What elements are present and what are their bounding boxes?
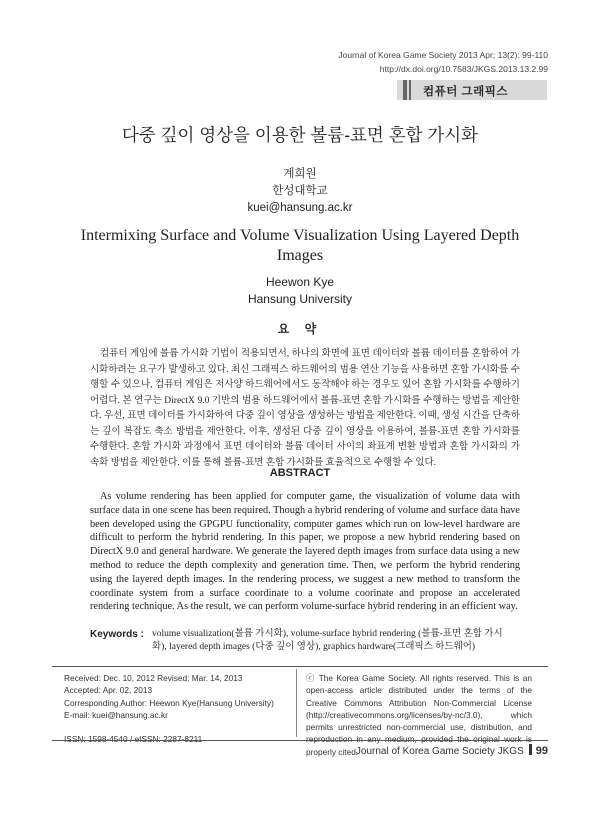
page-footer — [356, 744, 548, 757]
journal-citation: Journal of Korea Game Society 2013 Apr; 13(2): 99-110 — [338, 50, 548, 60]
abstract-korean-heading: 요 약 — [277, 322, 323, 336]
author-block-korean — [0, 166, 600, 217]
footer-journal-name: Journal of Korea Game Society JKGS — [355, 746, 524, 757]
category-banner — [397, 80, 547, 100]
page-number: 99 — [535, 745, 548, 757]
accepted-date: Accepted: Apr. 02, 2013 — [64, 685, 153, 696]
article-history — [64, 672, 274, 745]
title-korean: 다중 깊이 영상을 이용한 볼륨-표면 혼합 가시화 — [121, 125, 479, 145]
title-english: Intermixing Surface and Volume Visualization Using Layered Depth Images — [80, 227, 520, 264]
corresponding-author: Corresponding Author: Heewon Kye(Hansung University) — [64, 697, 274, 708]
author-email[interactable]: kuei@hansung.ac.kr — [247, 202, 353, 214]
footer-separator — [529, 744, 532, 755]
footer-rule — [52, 740, 548, 741]
footnote-top-rule — [52, 666, 548, 667]
author-affiliation-korean: 한성대학교 — [272, 185, 328, 197]
journal-info — [338, 48, 548, 76]
abstract-english-text: As volume rendering has been applied for computer game, the visualization of volume data with surface data in one scene has been required. Though a hybrid rendering of volume and surface data have been developed using the GPGPU functionality, computer games which run on low-level hardware are difficult to perform the hybrid rendering. In this paper, we propose a new hybrid rendering based on DirectX 9.0 and general hardware. We generate the layered depth images from surface data using a new method to reduce the depth complexity and generation time. Then, we perform the hybrid rendering using the layered depth images. In the rendering process, we suggest a new method to transform the coordinate system from a surface coordinate to a volume coorinate and propose an accelerated rendering technique. As the result, we can perform volume-surface hybrid rendering in an efficient way. — [90, 491, 520, 613]
license-notice: ⓒ The Korea Game Society. All rights reserved. This is an open-access article distributed under the terms of the Creative Commons Attribution Non-Commercial License (http://creativecommons.org/licenses/by-nc/3.0), which permits unrestricted non-commercial use, distribution, and properly cited. — [306, 673, 532, 757]
doi-link[interactable]: http://dx.doi.org/10.7583/JKGS.2013.13.2.99 — [379, 64, 548, 74]
category-label: 컴퓨터 그래픽스 — [423, 86, 508, 98]
author-name-korean: 계희원 — [283, 168, 317, 180]
keywords-label: Keywords : — [90, 629, 144, 640]
keywords-text: volume visualization(볼륨 가시화), volume-surface hybrid rendering (볼륨-표면 혼합 가시화), layered depth images (다중 깊이 영상), graphics hardware(그래픽스 하드웨어) — [152, 629, 503, 652]
footnote-column-divider — [296, 669, 297, 737]
author-name-english: Heewon Kye — [265, 275, 335, 289]
abstract-english-heading: ABSTRACT — [269, 467, 331, 479]
abstract-korean-text: 컴퓨터 게임에 볼륨 가시화 기법이 적용되면서, 하나의 화면에 표면 데이터와 볼륨 데이터를 혼합하여 가시화하려는 요구가 발생하고 있다. 최신 그래픽스 하드웨어의 범용 연산 기능을 사용하면 혼합 가시화를 수행할 수 있으나, 컴퓨터 게임은 저사양 하드웨어에서도 동작해야 하는 경우도 있어 혼합 가시화를 수행하기 어렵다. 본 연구는 DirectX 9.0 기반의 범용 하드웨어에서 볼륨-표면 혼합 가시화를 수행하는 방법을 제안한다. 우선, 표면 데이터를 가시화하여 다중 깊이 영상을 생성하는 방법을 제안한다. 이때, 생성 시간을 단축하는 깊이 복잡도 축소 방법을 제안한다. 이후, 생성된 다중 깊이 영상을 이용하여, 볼륨-표면 혼합 가시화를 수행한다. 혼합 가시화 과정에서 표면 데이터와 볼륨 데이터 사이의 좌표계 변환 방법과 혼합 가시화의 가속화 방법을 제안한다. 이를 통해 볼륨-표면 혼합 가시화를 효율적으로 수행할 수 있다. — [90, 349, 520, 468]
category-bar-mark — [403, 80, 407, 100]
author-affiliation-english: Hansung University — [247, 292, 353, 306]
category-bar-mark-thin — [409, 80, 411, 100]
corresponding-email[interactable]: E-mail: kuei@hansung.ac.kr — [64, 709, 168, 720]
author-block-english — [0, 274, 600, 308]
received-revised-dates: Received: Dec. 10, 2012 Revised: Mar. 14, 2013 — [64, 673, 243, 683]
